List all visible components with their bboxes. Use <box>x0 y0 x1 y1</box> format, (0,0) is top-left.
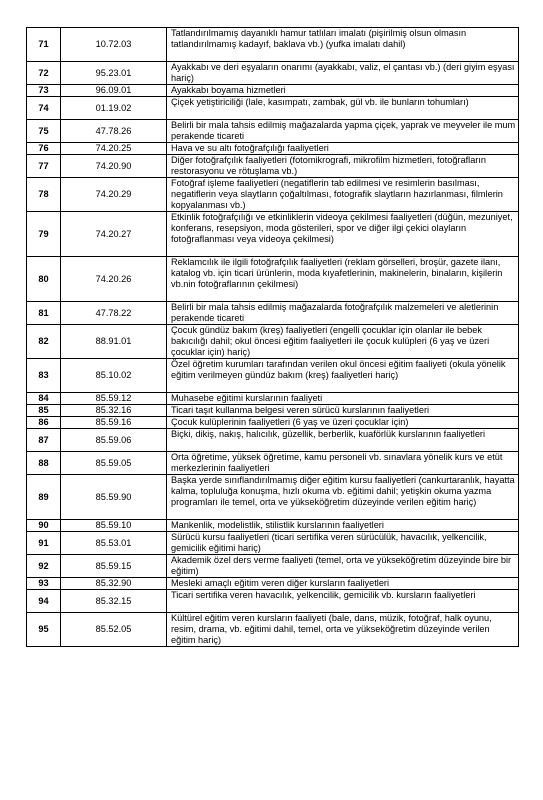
activity-code: 47.78.22 <box>61 302 167 325</box>
table-row <box>27 178 519 212</box>
table-row <box>27 452 519 475</box>
table-row <box>27 302 519 325</box>
activity-code: 85.10.02 <box>61 359 167 393</box>
activity-description: Reklamcılık ile ilgili fotoğrafçılık faaliyetleri (reklam görselleri, broşür, gazete ilanı, katalog vb. için ticari ürünlerin, moda kıyafetlerinin, makinelerin, binaların, kişilerin vb.nin fotoğraflarının çekilmesi) <box>167 257 519 302</box>
activity-code: 85.59.10 <box>61 520 167 532</box>
activity-code: 85.32.16 <box>61 405 167 417</box>
activity-code: 85.59.06 <box>61 429 167 452</box>
activity-description: Diğer fotoğrafçılık faaliyetleri (fotomikrografi, mikrofilm hizmetleri, fotoğrafların restorasyonu ve rötuşlama vb.) <box>167 155 519 178</box>
activity-code: 74.20.26 <box>61 257 167 302</box>
table-row <box>27 28 519 62</box>
table-row <box>27 120 519 143</box>
table-row <box>27 359 519 393</box>
table-row <box>27 325 519 359</box>
row-number: 89 <box>27 475 61 520</box>
activity-description: Orta öğretime, yüksek öğretime, kamu personeli vb. sınavlara yönelik kurs ve etüt merkezlerinin faaliyetleri <box>167 452 519 475</box>
row-number: 83 <box>27 359 61 393</box>
row-number: 78 <box>27 178 61 212</box>
table-row <box>27 143 519 155</box>
activity-description: Fotoğraf işleme faaliyetleri (negatiflerin tab edilmesi ve resimlerin basılması, negatiflerin veya slaytların çoğaltılması, fotografik slaytların hazırlanması, filmlerin kopyalanması vb.) <box>167 178 519 212</box>
activity-description: Akademik özel ders verme faaliyeti (temel, orta ve yükseköğretim düzeyinde bire bir eğitim) <box>167 555 519 578</box>
row-number: 93 <box>27 578 61 590</box>
activity-description: Belirli bir mala tahsis edilmiş mağazalarda yapma çiçek, yaprak ve meyveler ile mum perakende ticareti <box>167 120 519 143</box>
table-row <box>27 62 519 85</box>
activity-code: 74.20.90 <box>61 155 167 178</box>
row-number: 85 <box>27 405 61 417</box>
row-number: 84 <box>27 393 61 405</box>
activity-description: Ticari taşıt kullanma belgesi veren sürücü kurslarının faaliyetleri <box>167 405 519 417</box>
table-row <box>27 590 519 613</box>
activity-code: 01.19.02 <box>61 97 167 120</box>
activity-description: Belirli bir mala tahsis edilmiş mağazalarda fotoğrafçılık malzemeleri ve aletlerinin perakende ticareti <box>167 302 519 325</box>
activity-code: 85.32.90 <box>61 578 167 590</box>
table-row <box>27 520 519 532</box>
table-row <box>27 417 519 429</box>
table-row <box>27 155 519 178</box>
activity-description: Muhasebe eğitimi kurslarının faaliyeti <box>167 393 519 405</box>
row-number: 75 <box>27 120 61 143</box>
activity-code: 74.20.25 <box>61 143 167 155</box>
row-number: 92 <box>27 555 61 578</box>
table-row <box>27 212 519 257</box>
table-row <box>27 578 519 590</box>
activity-code: 85.32.15 <box>61 590 167 613</box>
activity-description: Mankenlik, modelistlik, stilistlik kurslarının faaliyetleri <box>167 520 519 532</box>
table-row <box>27 475 519 520</box>
table-row <box>27 97 519 120</box>
activity-code: 85.59.90 <box>61 475 167 520</box>
activity-description: Biçki, dikiş, nakış, halıcılık, güzellik, berberlik, kuaförlük kurslarının faaliyetleri <box>167 429 519 452</box>
row-number: 79 <box>27 212 61 257</box>
row-number: 86 <box>27 417 61 429</box>
row-number: 95 <box>27 613 61 647</box>
activity-description: Özel öğretim kurumları tarafından verilen okul öncesi eğitim faaliyeti (okula yönelik eğitim verilmeyen gündüz bakım (kreş) faaliyetleri hariç) <box>167 359 519 393</box>
row-number: 88 <box>27 452 61 475</box>
row-number: 71 <box>27 28 61 62</box>
activity-code: 85.59.16 <box>61 417 167 429</box>
table-row <box>27 555 519 578</box>
activity-code: 74.20.29 <box>61 178 167 212</box>
row-number: 87 <box>27 429 61 452</box>
activity-description: Sürücü kursu faaliyetleri (ticari sertifika veren sürücülük, havacılık, yelkencilik, gemicilik eğitimi hariç) <box>167 532 519 555</box>
row-number: 90 <box>27 520 61 532</box>
activity-description: Mesleki amaçlı eğitim veren diğer kursların faaliyetleri <box>167 578 519 590</box>
activity-code: 10.72.03 <box>61 28 167 62</box>
table-row <box>27 532 519 555</box>
table-row <box>27 257 519 302</box>
row-number: 76 <box>27 143 61 155</box>
activity-description: Etkinlik fotoğrafçılığı ve etkinliklerin videoya çekilmesi faaliyetleri (düğün, mezuniyet, konferans, resepsiyon, moda gösterileri, spor ve diğer ilgi çekici olayların fotoğraflanması veya videoya çekilmesi) <box>167 212 519 257</box>
activity-description: Hava ve su altı fotoğrafçılığı faaliyetleri <box>167 143 519 155</box>
activity-description: Çocuk gündüz bakım (kreş) faaliyetleri (engelli çocuklar için olanlar ile bebek bakıcılığı dahil; okul öncesi eğitim faaliyetleri ile çocuk kulüpleri (6 yaş ve üzeri çocuklar için) hariç) <box>167 325 519 359</box>
activity-code: 95.23.01 <box>61 62 167 85</box>
activity-code: 85.59.15 <box>61 555 167 578</box>
row-number: 80 <box>27 257 61 302</box>
row-number: 77 <box>27 155 61 178</box>
activity-code: 88.91.01 <box>61 325 167 359</box>
activity-code: 74.20.27 <box>61 212 167 257</box>
activity-code: 85.53.01 <box>61 532 167 555</box>
table-body <box>27 28 519 647</box>
row-number: 81 <box>27 302 61 325</box>
activity-code: 85.59.12 <box>61 393 167 405</box>
row-number: 73 <box>27 85 61 97</box>
activity-code: 85.59.05 <box>61 452 167 475</box>
row-number: 82 <box>27 325 61 359</box>
activity-description: Çiçek yetiştiriciliği (lale, kasımpatı, zambak, gül vb. ile bunların tohumları) <box>167 97 519 120</box>
activity-code: 47.78.26 <box>61 120 167 143</box>
activity-code-table <box>26 27 519 647</box>
row-number: 91 <box>27 532 61 555</box>
activity-description: Tatlandırılmamış dayanıklı hamur tatlıları imalatı (pişirilmiş olsun olmasın tatlandırılmamış kadayıf, baklava vb.) (yufka imalatı dahil) <box>167 28 519 62</box>
activity-description: Başka yerde sınıflandırılmamış diğer eğitim kursu faaliyetleri (cankurtaranlık, hayatta kalma, topluluğa konuşma, hızlı okuma vb. eğitimi dahil; yetişkin okuma yazma programları ile temel, orta ve yükseköğretim düzeyinde verilen eğitim hariç) <box>167 475 519 520</box>
activity-code: 85.52.05 <box>61 613 167 647</box>
table-row <box>27 405 519 417</box>
activity-description: Ayakkabı ve deri eşyaların onarımı (ayakkabı, valiz, el çantası vb.) (deri giyim eşyası hariç) <box>167 62 519 85</box>
table-row <box>27 429 519 452</box>
table-row <box>27 613 519 647</box>
activity-description: Çocuk kulüplerinin faaliyetleri (6 yaş ve üzeri çocuklar için) <box>167 417 519 429</box>
activity-description: Ticari sertifika veren havacılık, yelkencilik, gemicilik vb. kursların faaliyetleri <box>167 590 519 613</box>
activity-description: Kültürel eğitim veren kursların faaliyeti (bale, dans, müzik, fotoğraf, halk oyunu, resim, drama, vb. eğitimi dahil, temel, orta ve yükseköğretim düzeyinde verilen eğitim hariç) <box>167 613 519 647</box>
row-number: 72 <box>27 62 61 85</box>
row-number: 74 <box>27 97 61 120</box>
activity-code: 96.09.01 <box>61 85 167 97</box>
table-row <box>27 393 519 405</box>
activity-code-table-page <box>26 27 519 647</box>
row-number: 94 <box>27 590 61 613</box>
activity-description: Ayakkabı boyama hizmetleri <box>167 85 519 97</box>
table-row <box>27 85 519 97</box>
